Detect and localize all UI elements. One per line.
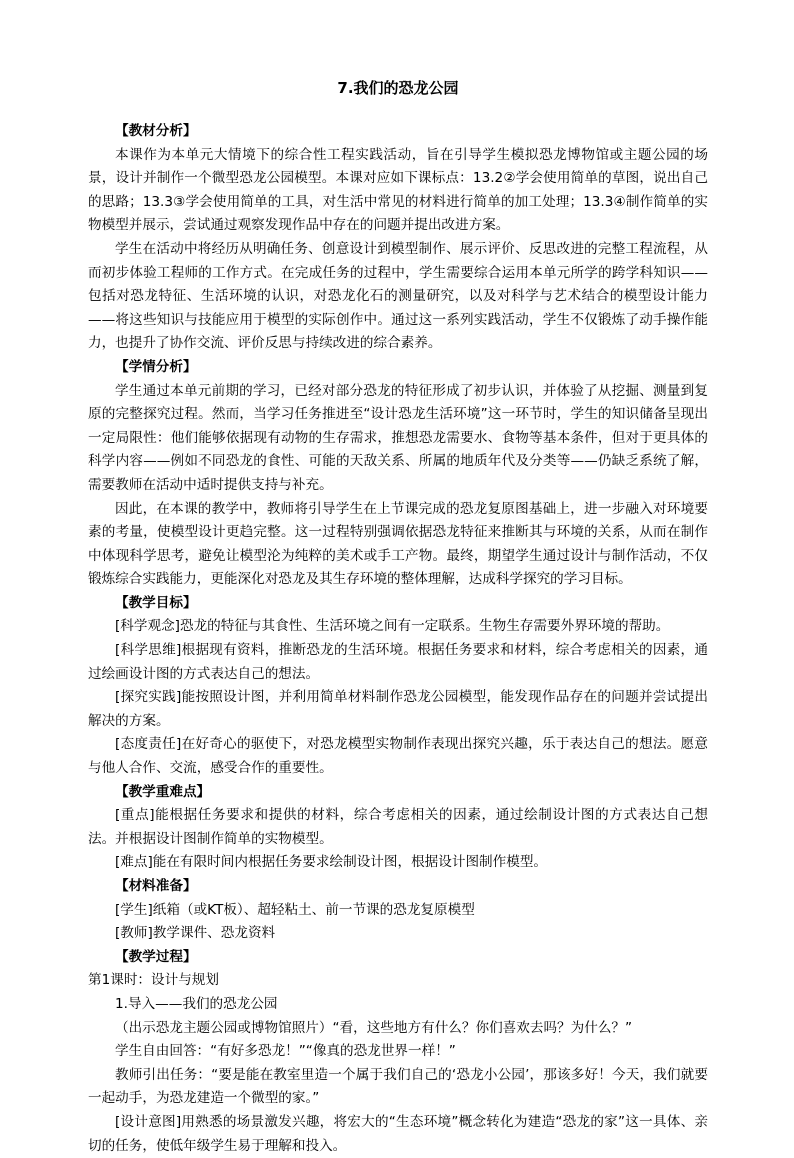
process-line: 学生自由回答：“有好多恐龙！”“像真的恐龙世界一样！”: [115, 1043, 456, 1060]
goal-item: [态度责任]在好奇心的驱使下，对恐龙模型实物制作表现出探究兴趣，乐于表达自己的想法。愿意与他人合作、交流，感受合作的重要性。: [88, 736, 708, 777]
goal-item: [科学观念]恐龙的特征与其食性、生活环境之间有一定联系。生物生存需要外界环境的帮助。: [115, 618, 670, 635]
process-line: 教师引出任务：“要是能在教室里造一个属于我们自己的‘恐龙小公园’，那该多好！今天，我们就要一起动手，为恐龙建造一个微型的家。”: [88, 1066, 708, 1107]
lesson-label: 第1课时：设计与规划: [88, 972, 219, 989]
learner-analysis-heading: 【学情分析】: [115, 358, 197, 375]
material-item: [学生]纸箱（或KT板）、超轻粘土、前一节课的恐龙复原模型: [115, 901, 475, 918]
process-line: [设计意图]用熟悉的场景激发兴趣，将宏大的“生态环境”概念转化为建造“恐龙的家”这一具体、亲切的任务，使低年级学生易于理解和投入。: [88, 1113, 708, 1154]
teaching-goals-heading: 【教学目标】: [115, 594, 197, 611]
materials-heading: 【材料准备】: [115, 878, 197, 894]
goal-item: [科学思维]根据现有资料，推断恐龙的生活环境。根据任务要求和材料，综合考虑相关的因素，通过绘画设计图的方式表达自己的想法。: [88, 642, 708, 682]
paragraph: 学生在活动中将经历从明确任务、创意设计到模型制作、展示评价、反思改进的完整工程流程，从而初步体验工程师的工作方式。在完成任务的过程中，学生需要综合运用本单元所学的跨学科知识——包括对恐龙特征、生活环境的认识，对恐龙化石的测量研究，以及对科学与艺术结合的模型设计能力——将这些知识与技能应用于模型的实际创作中。通过这一系列实践活动，学生不仅锻炼了动手操作能力，也提升了协作交流、评价反思与持续改进的综合素养。: [88, 240, 708, 352]
material-item: [教师]教学课件、恐龙资料: [115, 925, 276, 942]
textbook-analysis-heading: 【教材分析】: [115, 123, 197, 139]
paragraph: 本课作为本单元大情境下的综合性工程实践活动，旨在引导学生模拟恐龙博物馆或主题公园的场景，设计并制作一个微型恐龙公园模型。本课对应如下课标点：13.2②学会使用简单的草图，说出自己的思路；13.3③学会使用简单的工具，对生活中常见的材料进行简单的加工处理；13.3④制作简单的实物模型并展示，尝试通过观察发现作品中存在的问题并提出改进方案。: [88, 146, 708, 234]
paragraph: 学生通过本单元前期的学习，已经对部分恐龙的特征形成了初步认识，并体验了从挖掘、测量到复原的完整探究过程。然而，当学习任务推进至“设计恐龙生活环境”这一环节时，学生的知识储备呈现出一定局限性：他们能够依据现有动物的生存需求，推想恐龙需要水、食物等基本条件，但对于更具体的科学内容——例如不同恐龙的食性、可能的天敌关系、所属的地质年代及分类等——仍缺乏系统了解，需要教师在活动中适时提供支持与补充。: [88, 382, 708, 493]
key-point-item: [重点]能根据任务要求和提供的材料，综合考虑相关的因素，通过绘制设计图的方式表达自己想法。并根据设计图制作简单的实物模型。: [88, 807, 708, 847]
key-point-item: [难点]能在有限时间内根据任务要求绘制设计图，根据设计图制作模型。: [115, 854, 548, 871]
document-page: [88, 76, 708, 1158]
key-points-heading: 【教学重难点】: [115, 783, 211, 800]
page-title: 7.我们的恐龙公园: [337, 79, 459, 97]
paragraph: 因此，在本课的教学中，教师将引导学生在上节课完成的恐龙复原图基础上，进一步融入对环境要素的考量，使模型设计更趋完整。这一过程特别强调依据恐龙特征来推断其与环境的关系，从而在制作中体现科学思考，避免让模型沦为纯粹的美术或手工产物。最终，期望学生通过设计与制作活动，不仅锻炼综合实践能力，更能深化对恐龙及其生存环境的整体理解，达成科学探究的学习目标。: [88, 500, 708, 588]
step-title: 1.导入——我们的恐龙公园: [115, 995, 278, 1012]
teaching-process-heading: 【教学过程】: [115, 948, 197, 965]
process-line: （出示恐龙主题公园或博物馆照片）“看，这些地方有什么？你们喜欢去吗？为什么？”: [115, 1019, 633, 1036]
goal-item: [探究实践]能按照设计图，并利用简单材料制作恐龙公园模型，能发现作品存在的问题并尝试提出解决的方案。: [88, 689, 708, 729]
